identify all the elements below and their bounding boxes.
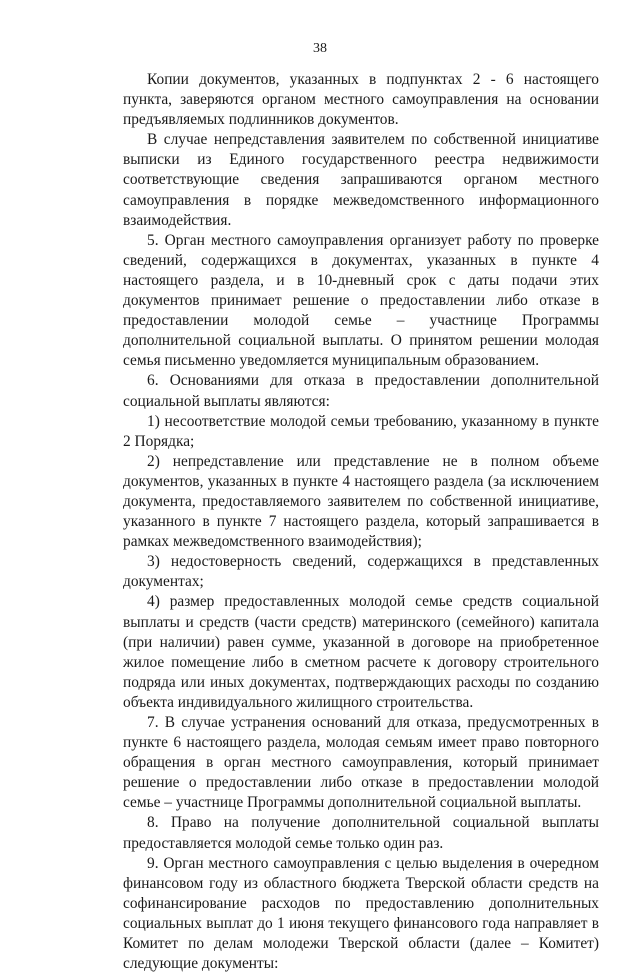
paragraph-6-item-3: 3) недостоверность сведений, содержащихся в представленных документах; — [123, 553, 599, 591]
paragraph-6-item-4: 4) размер предоставленных молодой семье средств социальной выплаты и средств (части средств) материнского (семейного) капитала (при наличии) равен сумме, указанной в договоре на приобретенное жилое помещение либо в сметном расчете к договору строительного подряда или иных документах, подтверждающих расходы по созданию объекта индивидуального жилищного строительства. — [123, 593, 599, 711]
paragraph-8: 8. Право на получение дополнительной социальной выплаты предоставляется молодой семье только один раз. — [123, 814, 599, 852]
paragraph-5: 5. Орган местного самоуправления организует работу по проверке сведений, содержащихся в документах, указанных в пункте 4 настоящего раздела, и в 10-дневный срок с даты подачи этих документов принимает решение о предоставлении либо отказе в предоставлении молодой семье – участнице Программы дополнительной социальной выплаты. О принятом решении молодая семья письменно уведомляется муниципальным образованием. — [123, 231, 599, 370]
document-body — [123, 70, 599, 974]
paragraph-6-item-2: 2) непредставление или представление не в полном объеме документов, указанных в пункте 4 настоящего раздела (за исключением документа, предоставляемого заявителем по собственной инициативе, указанного в пункте 7 настоящего раздела, который запрашивается в рамках межведомственного взаимодействия); — [123, 452, 599, 551]
paragraph-egrn-request: В случае непредставления заявителем по собственной инициативе выписки из Единого государственного реестра недвижимости соответствующие сведения запрашиваются органом местного самоуправления в порядке межведомственного информационного взаимодействия. — [123, 131, 599, 229]
paragraph-6: 6. Основаниями для отказа в предоставлении дополнительной социальной выплаты являются: — [123, 372, 599, 410]
page-number: 38 — [313, 41, 327, 56]
paragraph-7: 7. В случае устранения оснований для отказа, предусмотренных в пункте 6 настоящего раздела, молодая семьям имеет право повторного обращения в орган местного самоуправления, который принимает решение о предоставлении либо отказе в предоставлении молодой семье – участнице Программы дополнительной социальной выплаты. — [123, 714, 599, 812]
paragraph-copies: Копии документов, указанных в подпунктах 2 - 6 настоящего пункта, заверяются органом местного самоуправления на основании предъявляемых подлинников документов. — [123, 71, 599, 129]
paragraph-9: 9. Орган местного самоуправления с целью выделения в очередном финансовом году из областного бюджета Тверской области средств на софинансирование расходов по предоставлению дополнительных социальных выплат до 1 июня текущего финансового года направляет в Комитет по делам молодежи Тверской области (далее – Комитет) следующие документы: — [123, 854, 599, 973]
paragraph-6-item-1: 1) несоответствие молодой семьи требованию, указанному в пункте 2 Порядка; — [123, 412, 599, 450]
